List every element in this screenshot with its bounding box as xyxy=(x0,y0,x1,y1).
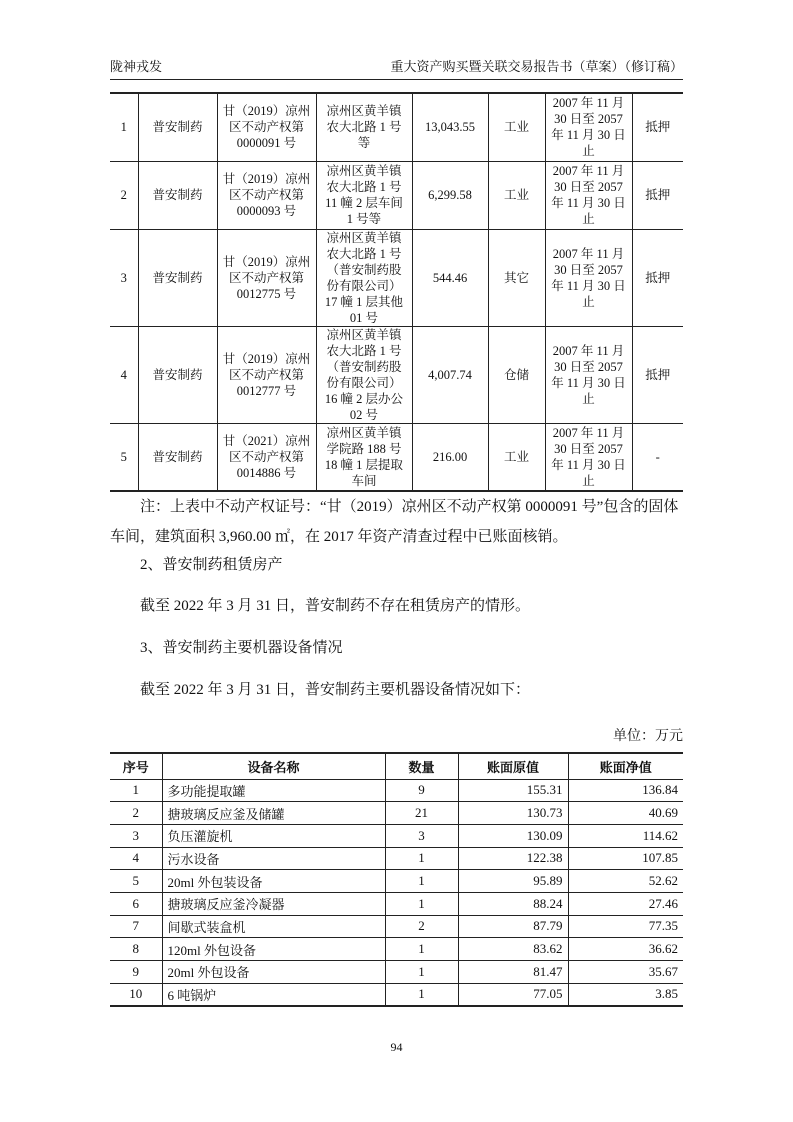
table-cell: 搪玻璃反应釜及储罐 xyxy=(162,802,385,825)
table-row xyxy=(110,779,683,802)
table-cell: 52.62 xyxy=(568,870,683,893)
table-cell: 95.89 xyxy=(458,870,568,893)
table-cell: 1 xyxy=(385,938,458,961)
table-cell: 9 xyxy=(110,961,162,984)
encumbrance-cell: 抵押 xyxy=(632,161,683,229)
table-row xyxy=(110,892,683,915)
area-cell: 13,043.55 xyxy=(412,93,488,161)
column-header: 数量 xyxy=(385,753,458,779)
owner-cell: 普安制药 xyxy=(138,423,217,491)
table-cell: 7 xyxy=(110,915,162,938)
table-row xyxy=(110,938,683,961)
table-cell: 搪玻璃反应釜冷凝器 xyxy=(162,892,385,915)
section3-title: 3、普安制药主要机器设备情况 xyxy=(140,640,343,656)
usage-cell: 其它 xyxy=(488,229,545,326)
certificate-number-cell: 甘（2019）凉州区不动产权第 0012777 号 xyxy=(217,326,316,423)
table-cell: 114.62 xyxy=(568,824,683,847)
encumbrance-cell: 抵押 xyxy=(632,229,683,326)
table-cell: 21 xyxy=(385,802,458,825)
page-header xyxy=(110,56,683,80)
header-left: 陇神戎发 xyxy=(110,59,163,74)
unit-label: 单位：万元 xyxy=(613,729,683,744)
column-header: 账面原值 xyxy=(458,753,568,779)
table-cell: 6 吨锅炉 xyxy=(162,983,385,1006)
location-cell: 凉州区黄羊镇学院路 188 号 18 幢 1 层提取车间 xyxy=(316,423,412,491)
table-cell: 1 xyxy=(385,892,458,915)
table-cell: 1 xyxy=(385,961,458,984)
location-cell: 凉州区黄羊镇农大北路 1 号（普安制药股份有限公司）17 幢 1 层其他 01 号 xyxy=(316,229,412,326)
table-cell: 3.85 xyxy=(568,983,683,1006)
term-cell: 2007 年 11 月 30 日至 2057 年 11 月 30 日止 xyxy=(545,229,632,326)
table-cell: 9 xyxy=(385,779,458,802)
table-cell: 120ml 外包设备 xyxy=(162,938,385,961)
certificate-number-cell: 甘（2019）凉州区不动产权第 0000091 号 xyxy=(217,93,316,161)
table-cell: 2 xyxy=(385,915,458,938)
row-number-cell: 5 xyxy=(110,423,138,491)
encumbrance-cell: 抵押 xyxy=(632,326,683,423)
table-cell: 88.24 xyxy=(458,892,568,915)
table-row xyxy=(110,824,683,847)
table-cell: 107.85 xyxy=(568,847,683,870)
note-paragraph: 注：上表中不动产权证号：“甘（2019）凉州区不动产权第 0000091 号”包含的固体车间，建筑面积 3,960.00 ㎡，在 2017 年资产清查过程中已账面核销。 xyxy=(110,499,679,545)
term-cell: 2007 年 11 月 30 日至 2057 年 11 月 30 日止 xyxy=(545,93,632,161)
table-cell: 3 xyxy=(385,824,458,847)
table-cell: 27.46 xyxy=(568,892,683,915)
owner-cell: 普安制药 xyxy=(138,93,217,161)
equipment-table xyxy=(110,752,683,1007)
table-row xyxy=(110,161,683,229)
table-row xyxy=(110,915,683,938)
table-row xyxy=(110,423,683,491)
area-cell: 6,299.58 xyxy=(412,161,488,229)
table-row xyxy=(110,870,683,893)
table-row xyxy=(110,847,683,870)
usage-cell: 工业 xyxy=(488,423,545,491)
table-cell: 2 xyxy=(110,802,162,825)
table-cell: 130.09 xyxy=(458,824,568,847)
table-cell: 136.84 xyxy=(568,779,683,802)
table-cell: 77.35 xyxy=(568,915,683,938)
column-header: 账面净值 xyxy=(568,753,683,779)
table-row xyxy=(110,229,683,326)
table-cell: 4 xyxy=(110,847,162,870)
table-row xyxy=(110,326,683,423)
table-cell: 40.69 xyxy=(568,802,683,825)
table-row xyxy=(110,961,683,984)
table-row xyxy=(110,93,683,161)
table-cell: 5 xyxy=(110,870,162,893)
page-number: 94 xyxy=(390,1040,403,1054)
certificate-number-cell: 甘（2019）凉州区不动产权第 0000093 号 xyxy=(217,161,316,229)
encumbrance-cell: - xyxy=(632,423,683,491)
table-cell: 8 xyxy=(110,938,162,961)
table-cell: 20ml 外包装设备 xyxy=(162,870,385,893)
table-cell: 间歇式装盒机 xyxy=(162,915,385,938)
table-cell: 3 xyxy=(110,824,162,847)
table-row xyxy=(110,983,683,1006)
table-cell: 1 xyxy=(385,983,458,1006)
area-cell: 544.46 xyxy=(412,229,488,326)
header-right: 重大资产购买暨关联交易报告书（草案）（修订稿） xyxy=(390,59,683,74)
row-number-cell: 4 xyxy=(110,326,138,423)
certificate-number-cell: 甘（2019）凉州区不动产权第 0012775 号 xyxy=(217,229,316,326)
table-cell: 1 xyxy=(385,847,458,870)
usage-cell: 工业 xyxy=(488,161,545,229)
row-number-cell: 2 xyxy=(110,161,138,229)
row-number-cell: 1 xyxy=(110,93,138,161)
area-cell: 216.00 xyxy=(412,423,488,491)
table-cell: 77.05 xyxy=(458,983,568,1006)
column-header: 序号 xyxy=(110,753,162,779)
section2-title: 2、普安制药租赁房产 xyxy=(140,557,283,573)
table-cell: 36.62 xyxy=(568,938,683,961)
column-header: 设备名称 xyxy=(162,753,385,779)
table-cell: 1 xyxy=(110,779,162,802)
table-cell: 1 xyxy=(385,870,458,893)
area-cell: 4,007.74 xyxy=(412,326,488,423)
section3-text: 截至 2022 年 3 月 31 日，普安制药主要机器设备情况如下： xyxy=(140,682,531,698)
location-cell: 凉州区黄羊镇农大北路 1 号等 xyxy=(316,93,412,161)
table-cell: 155.31 xyxy=(458,779,568,802)
term-cell: 2007 年 11 月 30 日至 2057 年 11 月 30 日止 xyxy=(545,161,632,229)
usage-cell: 工业 xyxy=(488,93,545,161)
table-cell: 20ml 外包设备 xyxy=(162,961,385,984)
table-cell: 81.47 xyxy=(458,961,568,984)
location-cell: 凉州区黄羊镇农大北路 1 号（普安制药股份有限公司）16 幢 2 层办公 02 号 xyxy=(316,326,412,423)
table-cell: 污水设备 xyxy=(162,847,385,870)
owner-cell: 普安制药 xyxy=(138,161,217,229)
usage-cell: 仓储 xyxy=(488,326,545,423)
section2-text: 截至 2022 年 3 月 31 日，普安制药不存在租赁房产的情形。 xyxy=(140,598,531,614)
table-row xyxy=(110,802,683,825)
table-cell: 6 xyxy=(110,892,162,915)
table-cell: 87.79 xyxy=(458,915,568,938)
property-table xyxy=(110,92,683,492)
table-cell: 35.67 xyxy=(568,961,683,984)
term-cell: 2007 年 11 月 30 日至 2057 年 11 月 30 日止 xyxy=(545,326,632,423)
table-cell: 负压灌旋机 xyxy=(162,824,385,847)
table-cell: 多功能提取罐 xyxy=(162,779,385,802)
term-cell: 2007 年 11 月 30 日至 2057 年 11 月 30 日止 xyxy=(545,423,632,491)
table-cell: 122.38 xyxy=(458,847,568,870)
row-number-cell: 3 xyxy=(110,229,138,326)
encumbrance-cell: 抵押 xyxy=(632,93,683,161)
table-cell: 10 xyxy=(110,983,162,1006)
owner-cell: 普安制药 xyxy=(138,326,217,423)
table-cell: 130.73 xyxy=(458,802,568,825)
owner-cell: 普安制药 xyxy=(138,229,217,326)
table-cell: 83.62 xyxy=(458,938,568,961)
certificate-number-cell: 甘（2021）凉州区不动产权第 0014886 号 xyxy=(217,423,316,491)
location-cell: 凉州区黄羊镇农大北路 1 号 11 幢 2 层车间 1 号等 xyxy=(316,161,412,229)
